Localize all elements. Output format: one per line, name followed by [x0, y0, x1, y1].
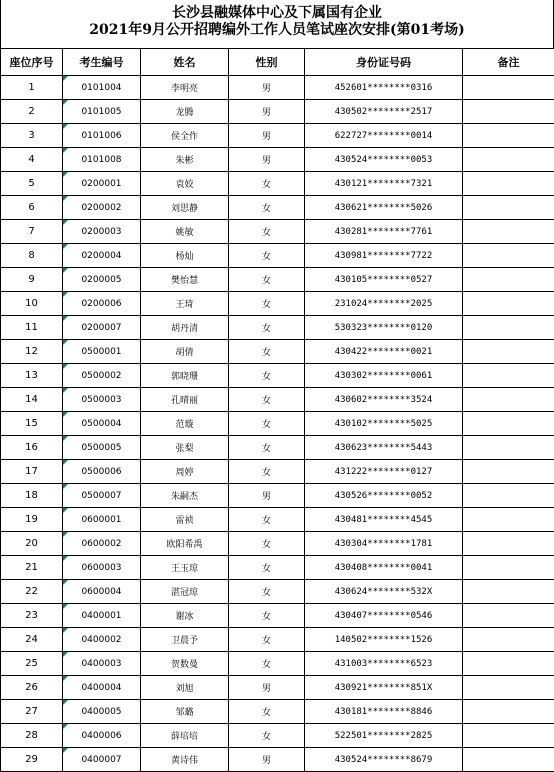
- note-cell: [463, 700, 554, 724]
- note-cell: [463, 436, 554, 460]
- note-cell: [463, 316, 554, 340]
- seat-cell: 3: [1, 124, 63, 148]
- seat-cell: 27: [1, 700, 63, 724]
- note-cell: [463, 532, 554, 556]
- note-cell: [463, 268, 554, 292]
- exam-no-cell: 0600004: [63, 580, 141, 604]
- gender-cell: 女: [229, 508, 305, 532]
- seat-cell: 6: [1, 196, 63, 220]
- gender-cell: 女: [229, 220, 305, 244]
- seat-cell: 8: [1, 244, 63, 268]
- gender-cell: 男: [229, 76, 305, 100]
- note-cell: [463, 556, 554, 580]
- name-cell: 李明亮: [141, 76, 229, 100]
- note-cell: [463, 244, 554, 268]
- table-row: [1, 196, 554, 220]
- exam-no-cell: 0200004: [63, 244, 141, 268]
- gender-cell: 女: [229, 388, 305, 412]
- id-number-cell: 622727********0014: [305, 124, 463, 148]
- name-cell: 贺数曼: [141, 652, 229, 676]
- name-cell: 薛培培: [141, 724, 229, 748]
- note-cell: [463, 412, 554, 436]
- name-cell: 侯全作: [141, 124, 229, 148]
- table-row: [1, 556, 554, 580]
- name-cell: 刘思静: [141, 196, 229, 220]
- gender-cell: 男: [229, 148, 305, 172]
- note-cell: [463, 148, 554, 172]
- table-row: [1, 100, 554, 124]
- name-cell: 雷祯: [141, 508, 229, 532]
- name-cell: 邹璐: [141, 700, 229, 724]
- id-number-cell: 430624********532X: [305, 580, 463, 604]
- seat-cell: 15: [1, 412, 63, 436]
- name-cell: 胡倩: [141, 340, 229, 364]
- seat-cell: 23: [1, 604, 63, 628]
- id-number-cell: 430105********0527: [305, 268, 463, 292]
- name-cell: 周婷: [141, 460, 229, 484]
- title-block: [0, 0, 554, 48]
- name-cell: 范璇: [141, 412, 229, 436]
- name-cell: 湛冠琼: [141, 580, 229, 604]
- seat-cell: 26: [1, 676, 63, 700]
- header-exam-no: 考生编号: [63, 49, 141, 76]
- id-number-cell: 430602********3524: [305, 388, 463, 412]
- table-row: [1, 124, 554, 148]
- id-number-cell: 140502********1526: [305, 628, 463, 652]
- seat-cell: 5: [1, 172, 63, 196]
- seat-cell: 1: [1, 76, 63, 100]
- seat-cell: 22: [1, 580, 63, 604]
- header-row: [1, 49, 554, 76]
- note-cell: [463, 172, 554, 196]
- seat-cell: 28: [1, 724, 63, 748]
- name-cell: 张梨: [141, 436, 229, 460]
- table-row: [1, 244, 554, 268]
- seat-cell: 16: [1, 436, 63, 460]
- seat-cell: 24: [1, 628, 63, 652]
- name-cell: 孔晴丽: [141, 388, 229, 412]
- exam-no-cell: 0500001: [63, 340, 141, 364]
- gender-cell: 男: [229, 676, 305, 700]
- id-number-cell: 431003********6523: [305, 652, 463, 676]
- exam-no-cell: 0500005: [63, 436, 141, 460]
- gender-cell: 女: [229, 724, 305, 748]
- seat-cell: 17: [1, 460, 63, 484]
- seat-cell: 12: [1, 340, 63, 364]
- exam-no-cell: 0500007: [63, 484, 141, 508]
- gender-cell: 女: [229, 364, 305, 388]
- seat-cell: 18: [1, 484, 63, 508]
- seat-cell: 21: [1, 556, 63, 580]
- header-seat: 座位序号: [1, 49, 63, 76]
- gender-cell: 女: [229, 436, 305, 460]
- table-row: [1, 340, 554, 364]
- id-number-cell: 430502********2517: [305, 100, 463, 124]
- gender-cell: 女: [229, 604, 305, 628]
- note-cell: [463, 124, 554, 148]
- table-row: [1, 652, 554, 676]
- exam-no-cell: 0200005: [63, 268, 141, 292]
- note-cell: [463, 676, 554, 700]
- table-row: [1, 580, 554, 604]
- exam-no-cell: 0600003: [63, 556, 141, 580]
- name-cell: 朱嗣杰: [141, 484, 229, 508]
- gender-cell: 男: [229, 100, 305, 124]
- exam-no-cell: 0200006: [63, 292, 141, 316]
- header-id-number: 身份证号码: [305, 49, 463, 76]
- note-cell: [463, 340, 554, 364]
- id-number-cell: 530323********0120: [305, 316, 463, 340]
- table-row: [1, 412, 554, 436]
- note-cell: [463, 388, 554, 412]
- table-row: [1, 148, 554, 172]
- gender-cell: 女: [229, 412, 305, 436]
- note-cell: [463, 724, 554, 748]
- id-number-cell: 430102********5025: [305, 412, 463, 436]
- table-row: [1, 676, 554, 700]
- id-number-cell: 430121********7321: [305, 172, 463, 196]
- exam-no-cell: 0400002: [63, 628, 141, 652]
- exam-no-cell: 0200001: [63, 172, 141, 196]
- id-number-cell: 430181********8846: [305, 700, 463, 724]
- note-cell: [463, 748, 554, 772]
- name-cell: 胡丹清: [141, 316, 229, 340]
- table-row: [1, 76, 554, 100]
- exam-no-cell: 0400007: [63, 748, 141, 772]
- id-number-cell: 431222********0127: [305, 460, 463, 484]
- name-cell: 刘旭: [141, 676, 229, 700]
- exam-no-cell: 0600002: [63, 532, 141, 556]
- seat-cell: 4: [1, 148, 63, 172]
- exam-no-cell: 0101005: [63, 100, 141, 124]
- table-row: [1, 460, 554, 484]
- note-cell: [463, 508, 554, 532]
- table-row: [1, 508, 554, 532]
- note-cell: [463, 652, 554, 676]
- table-row: [1, 436, 554, 460]
- gender-cell: 女: [229, 196, 305, 220]
- name-cell: 袁姣: [141, 172, 229, 196]
- note-cell: [463, 580, 554, 604]
- exam-no-cell: 0101008: [63, 148, 141, 172]
- note-cell: [463, 460, 554, 484]
- seat-cell: 29: [1, 748, 63, 772]
- exam-no-cell: 0101004: [63, 76, 141, 100]
- note-cell: [463, 196, 554, 220]
- gender-cell: 女: [229, 700, 305, 724]
- table-row: [1, 292, 554, 316]
- id-number-cell: 430408********0041: [305, 556, 463, 580]
- id-number-cell: 430422********0021: [305, 340, 463, 364]
- seat-cell: 2: [1, 100, 63, 124]
- id-number-cell: 430302********0061: [305, 364, 463, 388]
- id-number-cell: 430281********7761: [305, 220, 463, 244]
- table-row: [1, 268, 554, 292]
- header-name: 姓名: [141, 49, 229, 76]
- title-line-1: 长沙县融媒体中心及下属国有企业: [1, 5, 553, 22]
- table-row: [1, 484, 554, 508]
- table-row: [1, 628, 554, 652]
- name-cell: 卫晨予: [141, 628, 229, 652]
- note-cell: [463, 220, 554, 244]
- id-number-cell: 430407********0546: [305, 604, 463, 628]
- exam-no-cell: 0500003: [63, 388, 141, 412]
- seat-cell: 11: [1, 316, 63, 340]
- exam-no-cell: 0400001: [63, 604, 141, 628]
- name-cell: 谢冰: [141, 604, 229, 628]
- id-number-cell: 231024********2025: [305, 292, 463, 316]
- name-cell: 姚敏: [141, 220, 229, 244]
- id-number-cell: 430981********7722: [305, 244, 463, 268]
- note-cell: [463, 484, 554, 508]
- id-number-cell: 430921********851X: [305, 676, 463, 700]
- id-number-cell: 452601********0316: [305, 76, 463, 100]
- name-cell: 欧阳希禹: [141, 532, 229, 556]
- seat-cell: 14: [1, 388, 63, 412]
- title-line-2: 2021年9月公开招聘编外工作人员笔试座次安排(第01考场): [1, 22, 553, 39]
- gender-cell: 女: [229, 460, 305, 484]
- name-cell: 朱彬: [141, 148, 229, 172]
- gender-cell: 女: [229, 244, 305, 268]
- header-note: 备注: [463, 49, 554, 76]
- exam-no-cell: 0200002: [63, 196, 141, 220]
- gender-cell: 女: [229, 580, 305, 604]
- id-number-cell: 430526********0052: [305, 484, 463, 508]
- gender-cell: 女: [229, 316, 305, 340]
- note-cell: [463, 76, 554, 100]
- table-row: [1, 388, 554, 412]
- gender-cell: 女: [229, 268, 305, 292]
- exam-no-cell: 0500002: [63, 364, 141, 388]
- gender-cell: 男: [229, 748, 305, 772]
- seat-cell: 13: [1, 364, 63, 388]
- gender-cell: 男: [229, 484, 305, 508]
- table-row: [1, 724, 554, 748]
- note-cell: [463, 100, 554, 124]
- note-cell: [463, 364, 554, 388]
- seat-cell: 9: [1, 268, 63, 292]
- id-number-cell: 430481********4545: [305, 508, 463, 532]
- name-cell: 郭晓珊: [141, 364, 229, 388]
- exam-no-cell: 0600001: [63, 508, 141, 532]
- id-number-cell: 430304********1781: [305, 532, 463, 556]
- gender-cell: 女: [229, 292, 305, 316]
- name-cell: 王玉琼: [141, 556, 229, 580]
- seat-cell: 7: [1, 220, 63, 244]
- gender-cell: 女: [229, 628, 305, 652]
- seating-table: [0, 48, 554, 772]
- note-cell: [463, 604, 554, 628]
- gender-cell: 女: [229, 172, 305, 196]
- exam-no-cell: 0101006: [63, 124, 141, 148]
- exam-no-cell: 0400005: [63, 700, 141, 724]
- gender-cell: 男: [229, 124, 305, 148]
- id-number-cell: 430524********0053: [305, 148, 463, 172]
- seat-cell: 10: [1, 292, 63, 316]
- exam-no-cell: 0400003: [63, 652, 141, 676]
- id-number-cell: 430621********5026: [305, 196, 463, 220]
- table-row: [1, 748, 554, 772]
- name-cell: 樊怡慧: [141, 268, 229, 292]
- table-row: [1, 364, 554, 388]
- table-row: [1, 316, 554, 340]
- id-number-cell: 430623********5443: [305, 436, 463, 460]
- id-number-cell: 430524********8679: [305, 748, 463, 772]
- note-cell: [463, 292, 554, 316]
- gender-cell: 女: [229, 556, 305, 580]
- exam-no-cell: 0400006: [63, 724, 141, 748]
- id-number-cell: 522501********2825: [305, 724, 463, 748]
- seat-cell: 25: [1, 652, 63, 676]
- name-cell: 杨灿: [141, 244, 229, 268]
- seat-cell: 19: [1, 508, 63, 532]
- exam-no-cell: 0200007: [63, 316, 141, 340]
- exam-no-cell: 0500004: [63, 412, 141, 436]
- gender-cell: 女: [229, 340, 305, 364]
- name-cell: 王琦: [141, 292, 229, 316]
- exam-no-cell: 0400004: [63, 676, 141, 700]
- table-row: [1, 220, 554, 244]
- exam-no-cell: 0500006: [63, 460, 141, 484]
- header-gender: 性别: [229, 49, 305, 76]
- name-cell: 黄诗伟: [141, 748, 229, 772]
- exam-no-cell: 0200003: [63, 220, 141, 244]
- name-cell: 龙腾: [141, 100, 229, 124]
- table-row: [1, 532, 554, 556]
- table-row: [1, 172, 554, 196]
- table-row: [1, 604, 554, 628]
- table-row: [1, 700, 554, 724]
- note-cell: [463, 628, 554, 652]
- gender-cell: 女: [229, 532, 305, 556]
- table-body: [1, 76, 554, 772]
- gender-cell: 女: [229, 652, 305, 676]
- seat-cell: 20: [1, 532, 63, 556]
